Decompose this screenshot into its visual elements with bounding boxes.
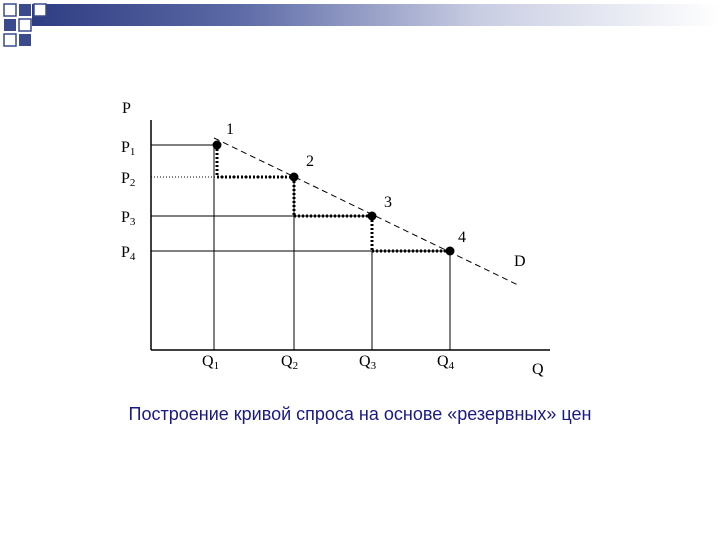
quantity-label-2-sub: 2 (292, 360, 299, 372)
demand-line (214, 138, 518, 285)
point-label-4: 4 (458, 229, 466, 246)
x-axis-label: Q (532, 361, 544, 378)
price-label-3-main: P (121, 209, 130, 226)
price-label-3 (121, 209, 136, 228)
quantity-label-1 (202, 353, 219, 372)
quantity-label-3 (359, 353, 377, 372)
quantity-label-4 (437, 353, 455, 372)
quantity-label-3-sub: 3 (370, 360, 377, 372)
demand-label: D (514, 253, 526, 270)
point-1 (213, 141, 222, 150)
point-label-3: 3 (384, 194, 392, 211)
quantity-label-2 (281, 353, 298, 372)
price-label-4-sub: 4 (129, 251, 136, 263)
price-label-4-main: P (121, 244, 130, 261)
price-label-2 (121, 170, 135, 189)
point-4 (446, 247, 455, 256)
quantity-label-4-sub: 4 (448, 360, 455, 372)
quantity-label-1-sub: 1 (213, 360, 220, 372)
price-label-3-sub: 3 (129, 216, 136, 228)
slide-caption: Построение кривой спроса на основе «резервных» цен (128, 404, 592, 424)
point-label-2: 2 (306, 153, 314, 170)
price-label-1 (121, 139, 135, 158)
price-label-1-sub: 1 (129, 146, 136, 158)
quantity-label-4-main: Q (437, 353, 449, 370)
point-2 (290, 173, 299, 182)
quantity-label-2-main: Q (281, 353, 293, 370)
point-label-1: 1 (226, 121, 234, 138)
price-label-1-main: P (121, 139, 130, 156)
price-label-2-main: P (121, 170, 130, 187)
quantity-label-1-main: Q (202, 353, 214, 370)
y-axis-label: P (122, 100, 131, 117)
point-3 (368, 212, 377, 221)
price-label-2-sub: 2 (129, 177, 136, 189)
price-label-4 (121, 244, 136, 263)
quantity-label-3-main: Q (359, 353, 371, 370)
